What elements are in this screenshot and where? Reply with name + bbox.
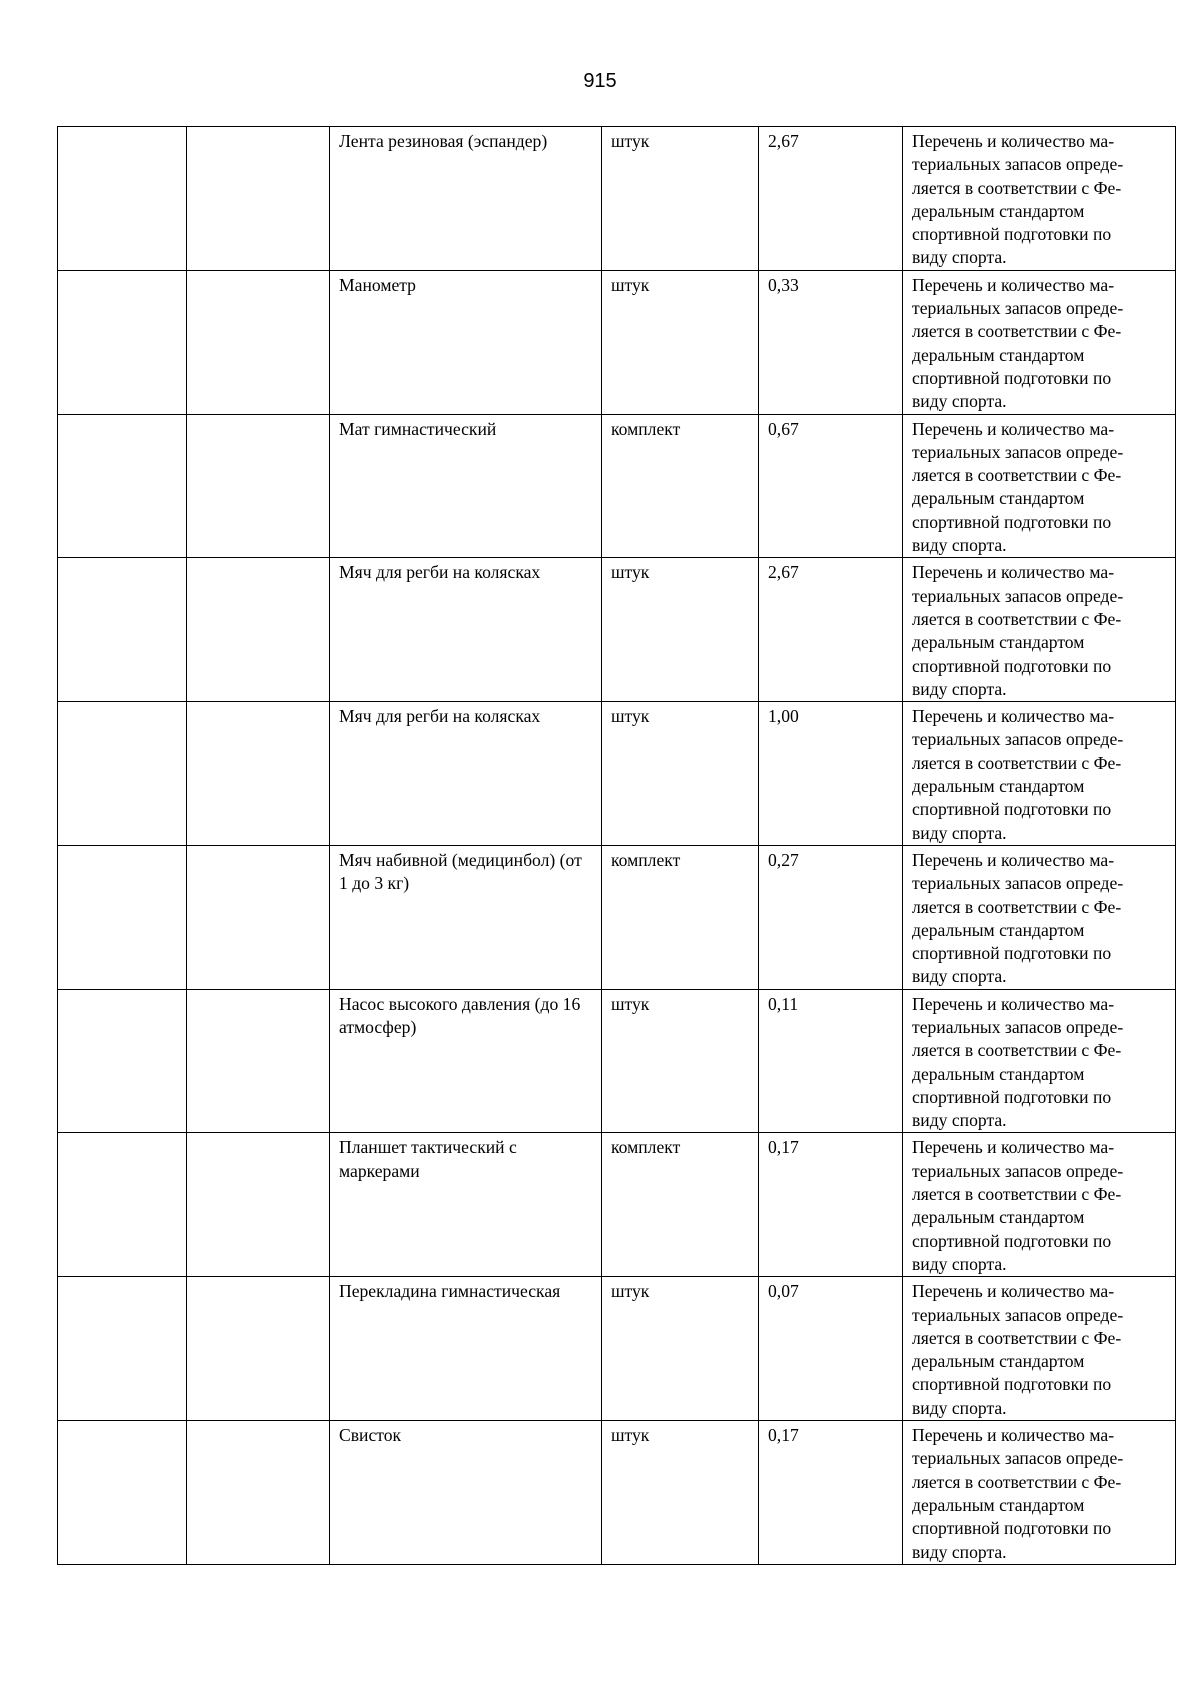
note-line: деральным стандартом [912,1494,1085,1515]
table-row [58,989,1176,1133]
note-line: ляется в соответствии с Фе- [912,1327,1122,1348]
page-number: 915 [583,70,617,92]
note-line: деральным стандартом [912,344,1085,365]
note-line: ляется в соответствии с Фе- [912,1471,1122,1492]
table-row [58,845,1176,989]
note-cell [903,1133,1176,1277]
note-line: териальных запасов опреде- [912,298,1124,319]
note-line: виду спорта. [912,966,1007,987]
note-line: виду спорта. [912,1110,1007,1131]
note-line: териальных запасов опреде- [912,1448,1124,1469]
table-row [58,702,1176,846]
unit-cell: штук [602,702,759,846]
quantity-cell: 0,07 [759,1277,903,1421]
note-line: ляется в соответствии с Фе- [912,1184,1122,1205]
empty-cell-a [58,127,187,271]
note-cell [903,989,1176,1133]
item-name-cell: Мяч для регби на колясках [330,702,602,846]
note-line: Перечень и количество ма- [912,418,1115,439]
quantity-cell: 0,11 [759,989,903,1133]
note-line: Перечень и количество ма- [912,1425,1115,1446]
note-line: виду спорта. [912,1541,1007,1562]
note-line: ляется в соответствии с Фе- [912,465,1122,486]
empty-cell-a [58,270,187,414]
note-line: спортивной подготовки по [912,1086,1112,1107]
empty-cell-b [187,1277,330,1421]
quantity-cell: 1,00 [759,702,903,846]
note-line: виду спорта. [912,391,1007,412]
item-name-cell: Мяч для регби на колясках [330,558,602,702]
note-line: деральным стандартом [912,1063,1085,1084]
equipment-table [57,126,1176,1565]
note-line: спортивной подготовки по [912,655,1112,676]
note-line: териальных запасов опреде- [912,1160,1124,1181]
table-row [58,1133,1176,1277]
empty-cell-b [187,845,330,989]
note-line: Перечень и количество ма- [912,1281,1115,1302]
note-line: деральным стандартом [912,488,1085,509]
note-line: спортивной подготовки по [912,1374,1112,1395]
note-cell [903,127,1176,271]
table-row [58,1421,1176,1565]
empty-cell-a [58,1421,187,1565]
note-line: Перечень и количество ма- [912,993,1115,1014]
quantity-cell: 2,67 [759,127,903,271]
empty-cell-a [58,414,187,558]
note-line: ляется в соответствии с Фе- [912,752,1122,773]
note-line: Перечень и количество ма- [912,274,1115,295]
note-line: деральным стандартом [912,1351,1085,1372]
item-name-cell: Лента резиновая (эспандер) [330,127,602,271]
note-line: виду спорта. [912,822,1007,843]
note-line: ляется в соответствии с Фе- [912,608,1122,629]
note-line: спортивной подготовки по [912,511,1112,532]
note-line: териальных запасов опреде- [912,441,1124,462]
empty-cell-a [58,1277,187,1421]
note-line: виду спорта. [912,1253,1007,1274]
item-name-cell: Манометр [330,270,602,414]
empty-cell-b [187,989,330,1133]
note-line: териальных запасов опреде- [912,729,1124,750]
note-line: териальных запасов опреде- [912,873,1124,894]
empty-cell-a [58,702,187,846]
note-line: виду спорта. [912,535,1007,556]
note-line: спортивной подготовки по [912,224,1112,245]
quantity-cell: 0,33 [759,270,903,414]
item-name-cell: Мат гимнастический [330,414,602,558]
empty-cell-b [187,1133,330,1277]
item-name-cell: Мяч набивной (медицинбол) (от 1 до 3 кг) [330,845,602,989]
empty-cell-a [58,845,187,989]
unit-cell: штук [602,270,759,414]
note-cell [903,702,1176,846]
unit-cell: комплект [602,845,759,989]
note-line: деральным стандартом [912,632,1085,653]
note-line: Перечень и количество ма- [912,131,1115,151]
table-row [58,414,1176,558]
quantity-cell: 0,67 [759,414,903,558]
empty-cell-b [187,558,330,702]
quantity-cell: 0,17 [759,1421,903,1565]
table-row [58,127,1176,271]
unit-cell: штук [602,989,759,1133]
empty-cell-b [187,414,330,558]
unit-cell: штук [602,1421,759,1565]
empty-cell-a [58,558,187,702]
empty-cell-b [187,702,330,846]
note-line: деральным стандартом [912,200,1085,221]
empty-cell-b [187,127,330,271]
note-line: спортивной подготовки по [912,799,1112,820]
note-line: спортивной подготовки по [912,1518,1112,1539]
note-line: виду спорта. [912,1397,1007,1418]
note-line: спортивной подготовки по [912,943,1112,964]
note-line: Перечень и количество ма- [912,849,1115,870]
empty-cell-a [58,989,187,1133]
note-line: ляется в соответствии с Фе- [912,1040,1122,1061]
note-line: териальных запасов опреде- [912,1016,1124,1037]
quantity-cell: 0,27 [759,845,903,989]
unit-cell: штук [602,1277,759,1421]
equipment-table-body [58,127,1176,1565]
table-row [58,270,1176,414]
item-name-cell: Насос высокого давления (до 16 атмосфер) [330,989,602,1133]
unit-cell: штук [602,127,759,271]
note-line: деральным стандартом [912,776,1085,797]
quantity-cell: 2,67 [759,558,903,702]
item-name-cell: Планшет тактический с маркерами [330,1133,602,1277]
unit-cell: комплект [602,414,759,558]
quantity-cell: 0,17 [759,1133,903,1277]
note-cell [903,270,1176,414]
note-cell [903,1277,1176,1421]
note-cell [903,1421,1176,1565]
note-line: Перечень и количество ма- [912,1137,1115,1158]
empty-cell-a [58,1133,187,1277]
note-cell [903,414,1176,558]
note-cell [903,845,1176,989]
note-line: деральным стандартом [912,919,1085,940]
empty-cell-b [187,270,330,414]
note-line: териальных запасов опреде- [912,585,1124,606]
note-line: териальных запасов опреде- [912,1304,1124,1325]
note-line: териальных запасов опреде- [912,154,1124,175]
table-row [58,558,1176,702]
note-line: Перечень и количество ма- [912,706,1115,727]
note-line: деральным стандартом [912,1207,1085,1228]
note-line: Перечень и количество ма- [912,562,1115,583]
unit-cell: штук [602,558,759,702]
item-name-cell: Перекладина гимнастическая [330,1277,602,1421]
note-line: спортивной подготовки по [912,367,1112,388]
note-cell [903,558,1176,702]
note-line: виду спорта. [912,678,1007,699]
note-line: ляется в соответствии с Фе- [912,177,1122,198]
note-line: ляется в соответствии с Фе- [912,896,1122,917]
note-line: спортивной подготовки по [912,1230,1112,1251]
note-line: ляется в соответствии с Фе- [912,321,1122,342]
table-row [58,1277,1176,1421]
item-name-cell: Свисток [330,1421,602,1565]
unit-cell: комплект [602,1133,759,1277]
note-line: виду спорта. [912,247,1007,268]
empty-cell-b [187,1421,330,1565]
